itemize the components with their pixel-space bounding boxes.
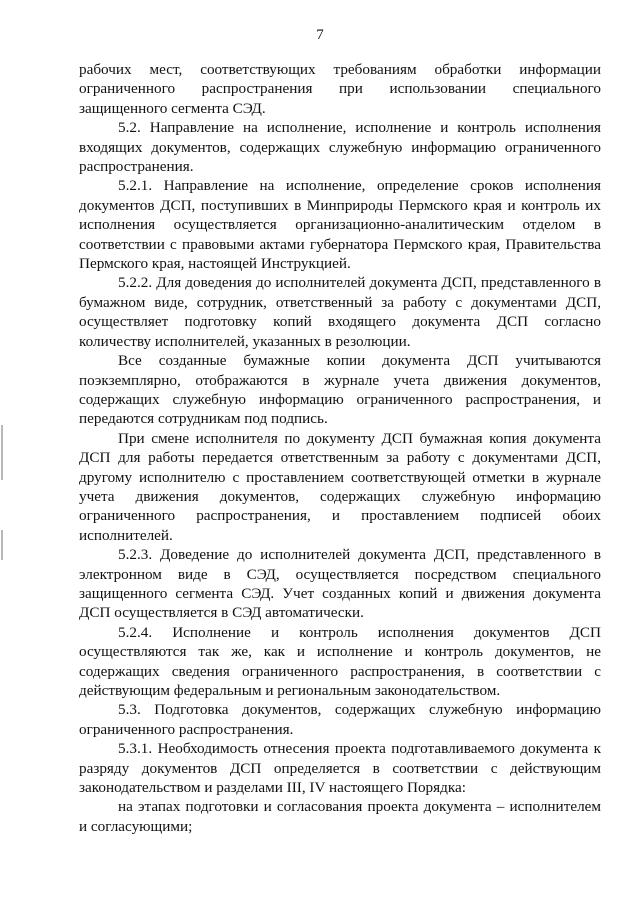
paragraph: 5.3.1. Необходимость отнесения проекта подготавливаемого документа к разряду документов ДСП определяется в соответствии с действующим законодательством и разделами III, IV настоящего Порядка: (79, 740, 601, 797)
paragraph: рабочих мест, соответствующих требованиям обработки информации ограниченного распространения при использовании специального защищенного сегмента СЭД. (79, 61, 601, 117)
paragraph: 5.2.4. Исполнение и контроль исполнения документов ДСП осуществляются так же, как и исполнение и контроль документов, не содержащих сведения ограниченного распространения, в соответствии с действующим федеральным и региональным законодательством. (79, 623, 601, 699)
paragraph: 5.2.1. Направление на исполнение, определение сроков исполнения документов ДСП, поступивших в Минприроды Пермского края и контроль их исполнения осуществляется организационно-аналитическим отделом в соответствии с правовыми актами губернатора Пермского края, Правительства Пермского края, настоящей Инструкцией. (79, 177, 601, 273)
paragraph: 5.2. Направление на исполнение, исполнение и контроль исполнения входящих документов, содержащих служебную информацию ограниченного распространения. (79, 119, 601, 176)
paragraph: При смене исполнителя по документу ДСП бумажная копия документа ДСП для работы передается ответственным за работу с документами ДСП, другому исполнителю с проставлением соответствующей отметки в журнале учета движения документов, содержащих служебную информацию ограниченного распространения, и проставлением подписей обоих исполнителей. (79, 429, 601, 544)
paragraph: на этапах подготовки и согласования проекта документа – исполнителем и согласующими; (79, 798, 601, 835)
paragraph: Все созданные бумажные копии документа ДСП учитываются поэкземплярно, отображаются в журнале учета движения документов, содержащих служебную информацию ограниченного распространения, и передаются сотрудникам под подпись. (79, 352, 601, 428)
page-number: 7 (316, 27, 324, 43)
document-body (79, 60, 601, 836)
paragraph: 5.2.3. Доведение до исполнителей документа ДСП, представленного в электронном виде в СЭД, осуществляется посредством специального защищенного сегмента СЭД. Учет созданных копий и движения документа ДСП осуществляется в СЭД автоматически. (79, 546, 601, 622)
paragraph: 5.3. Подготовка документов, содержащих служебную информацию ограниченного распространения. (79, 701, 601, 738)
scan-edge-mark (1, 425, 3, 480)
paragraph: 5.2.2. Для доведения до исполнителей документа ДСП, представленного в бумажном виде, сотрудник, ответственный за работу с документами ДСП, осуществляет подготовку копий входящего документа ДСП согласно количеству исполнителей, указанных в резолюции. (79, 274, 601, 350)
scan-edge-mark (1, 530, 3, 560)
